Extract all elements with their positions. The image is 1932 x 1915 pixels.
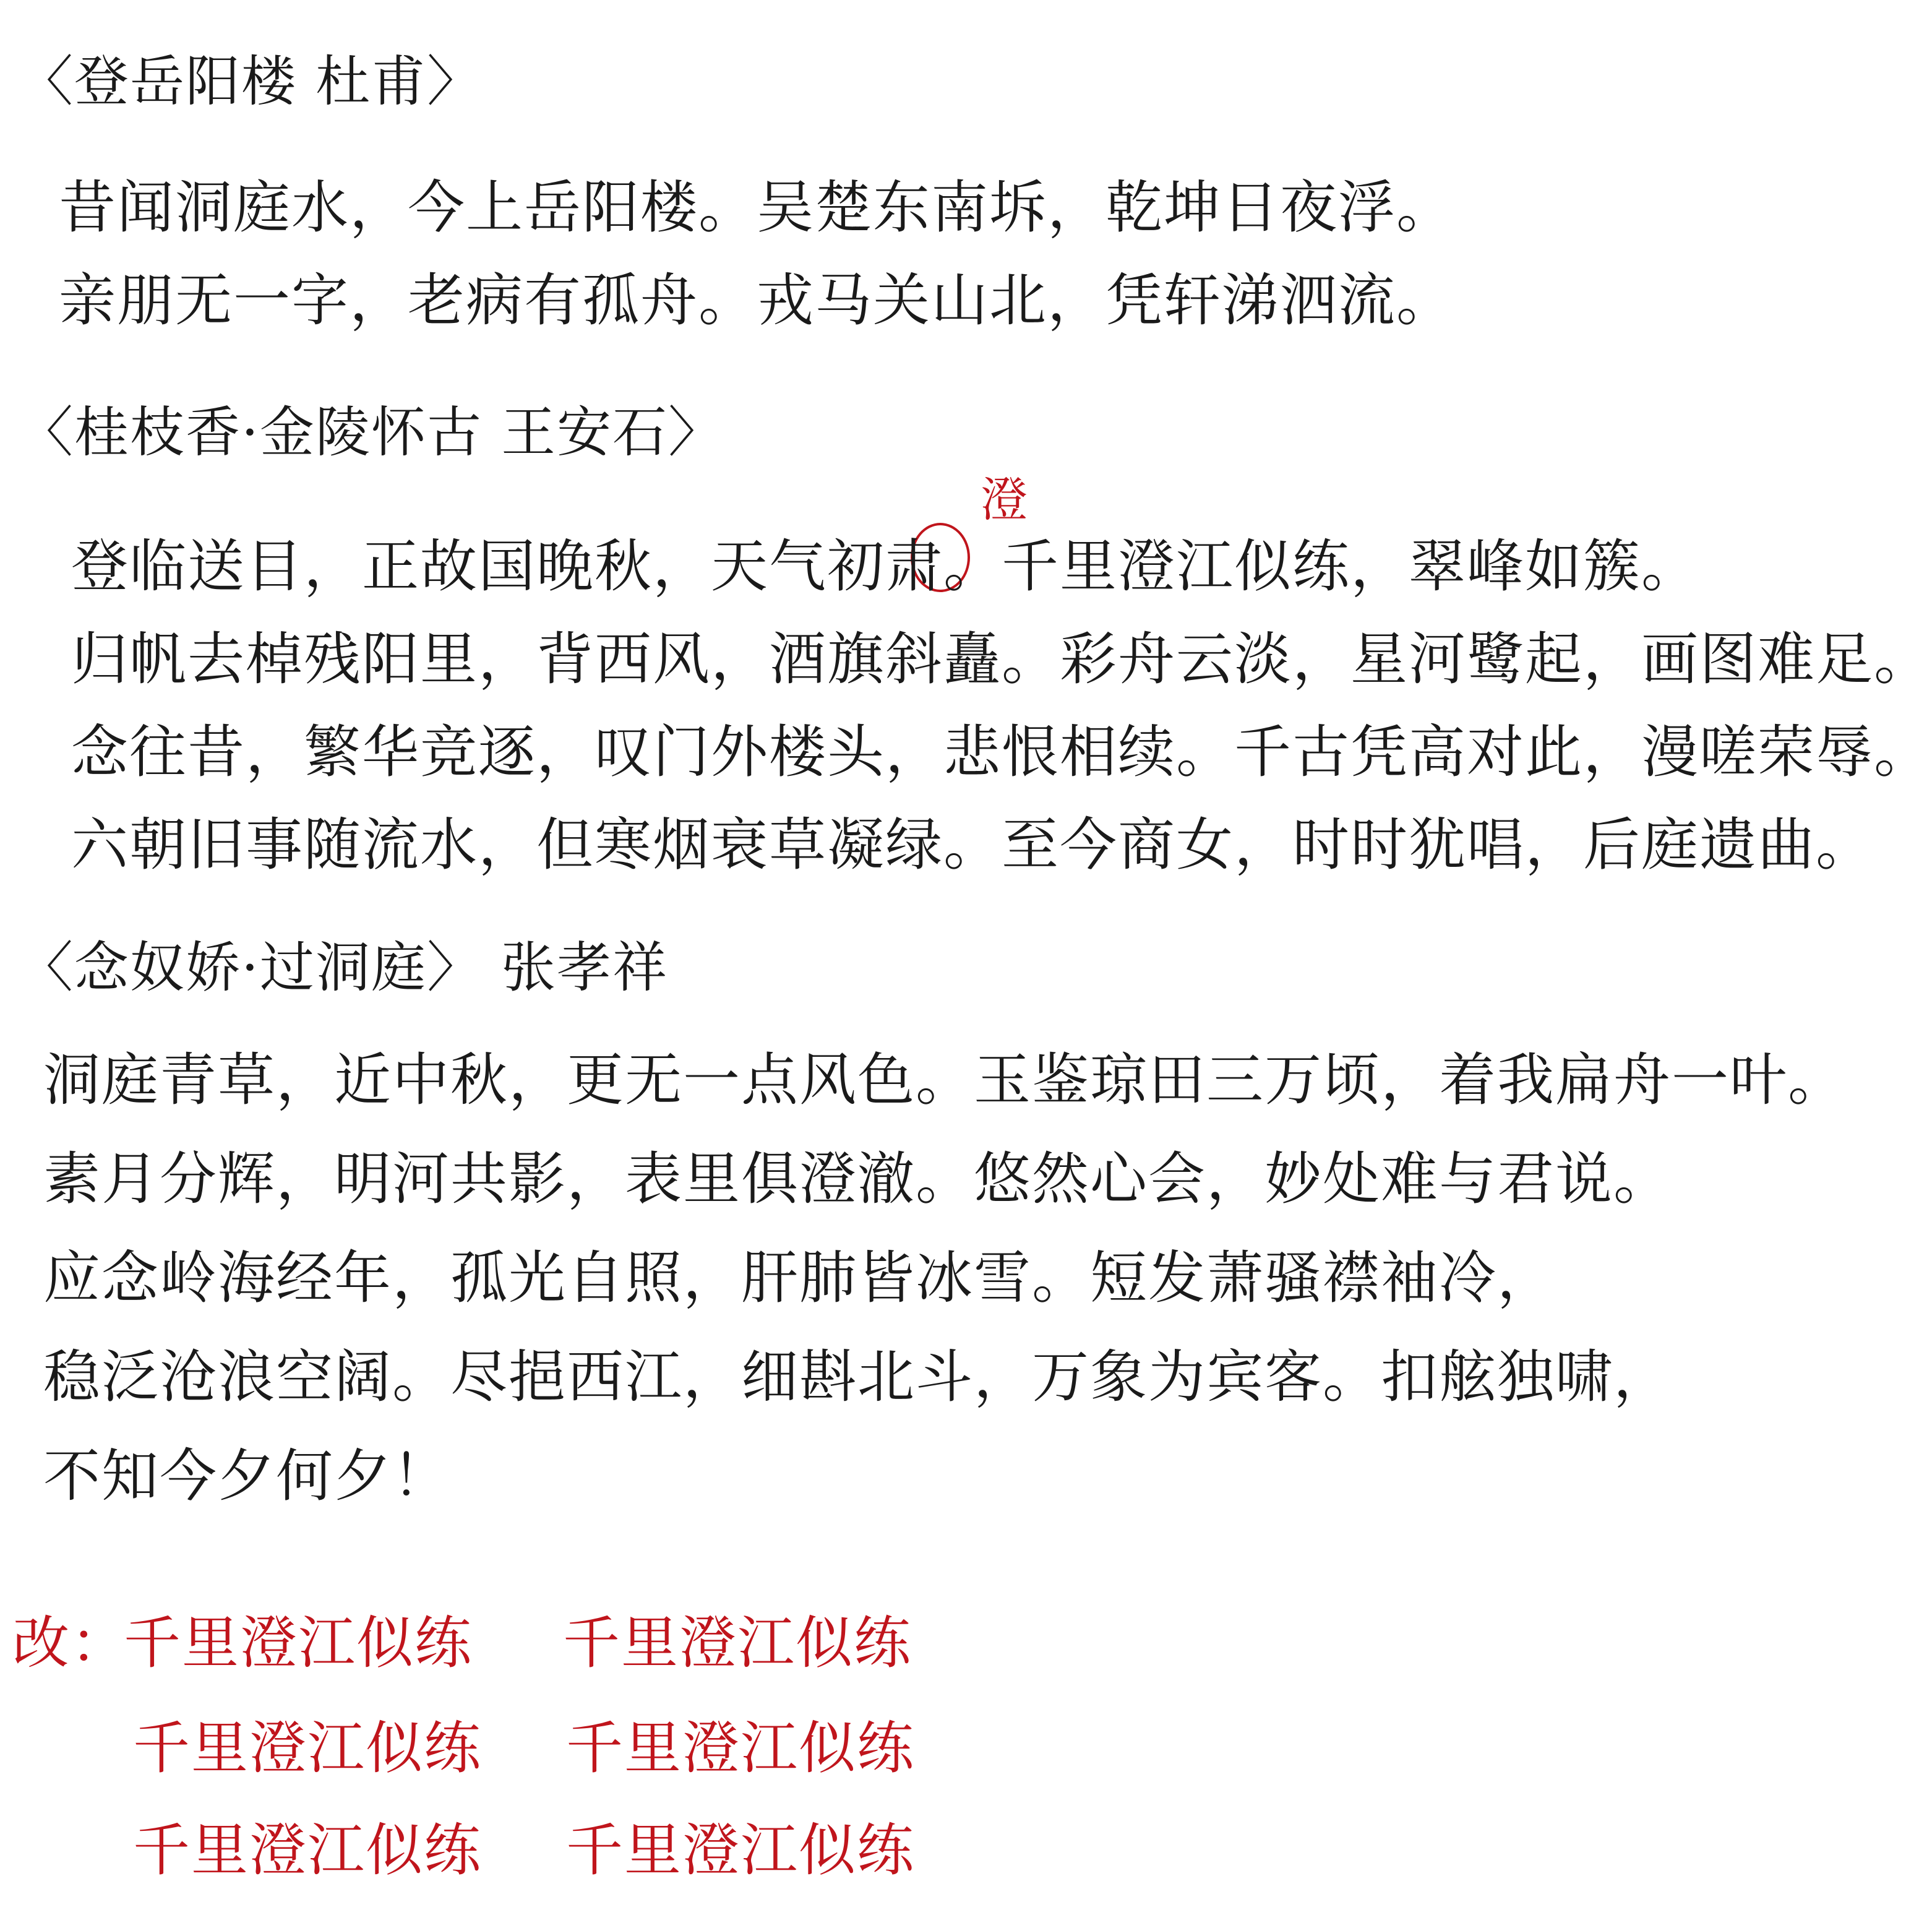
correction-annotation: 澄 bbox=[981, 472, 1028, 527]
poem-line: 应念岭海经年，孤光自照，肝肺皆冰雪。短发萧骚襟袖冷， bbox=[43, 1245, 1556, 1311]
poem-line: 稳泛沧浪空阔。尽挹西江，细斟北斗，万象为宾客。扣舷独啸， bbox=[43, 1344, 1672, 1410]
poem-line: 不知今夕何夕！ bbox=[43, 1443, 451, 1509]
poem-line: 素月分辉，明河共影，表里俱澄澈。悠然心会，妙处难与君说。 bbox=[43, 1146, 1672, 1212]
poem-line: 登临送目，正故国晚秋，天气初肃。千里澄江似练，翠峰如簇。 bbox=[71, 533, 1700, 600]
poem-line: 昔闻洞庭水，今上岳阳楼。吴楚东南坼，乾坤日夜浮。 bbox=[59, 174, 1455, 241]
practice-phrase: 千里澄江似练 bbox=[133, 1817, 483, 1883]
poem-line: 亲朋无一字，老病有孤舟。戎马关山北，凭轩涕泗流。 bbox=[59, 267, 1455, 334]
poem-line: 念往昔，繁华竞逐，叹门外楼头，悲恨相续。千古凭高对此，漫嗟荣辱。 bbox=[71, 719, 1932, 785]
practice-phrase: 千里澄江似练 bbox=[566, 1715, 916, 1781]
practice-phrase: 千里澄江似练 bbox=[124, 1610, 473, 1676]
practice-phrase: 千里澄江似练 bbox=[133, 1715, 483, 1781]
poem-title: 〈念奴娇·过洞庭〉 张孝祥 bbox=[19, 936, 668, 999]
poem-title: 〈桂枝香·金陵怀古 王安石〉 bbox=[19, 400, 724, 464]
poem-line: 洞庭青草，近中秋，更无一点风色。玉鉴琼田三万顷，着我扁舟一叶。 bbox=[43, 1047, 1847, 1113]
practice-phrase: 千里澄江似练 bbox=[563, 1610, 912, 1676]
poem-title: 〈登岳阳楼 杜甫〉 bbox=[19, 49, 483, 113]
poem-line: 六朝旧事随流水，但寒烟衰草凝绿。至今商女，时时犹唱，后庭遗曲。 bbox=[71, 812, 1874, 878]
practice-phrase: 千里澄江似练 bbox=[566, 1817, 916, 1883]
practice-label: 改： bbox=[12, 1610, 129, 1676]
poem-line: 归帆去棹残阳里，背西风，酒旗斜矗。彩舟云淡，星河鹭起，画图难足。 bbox=[71, 626, 1932, 692]
